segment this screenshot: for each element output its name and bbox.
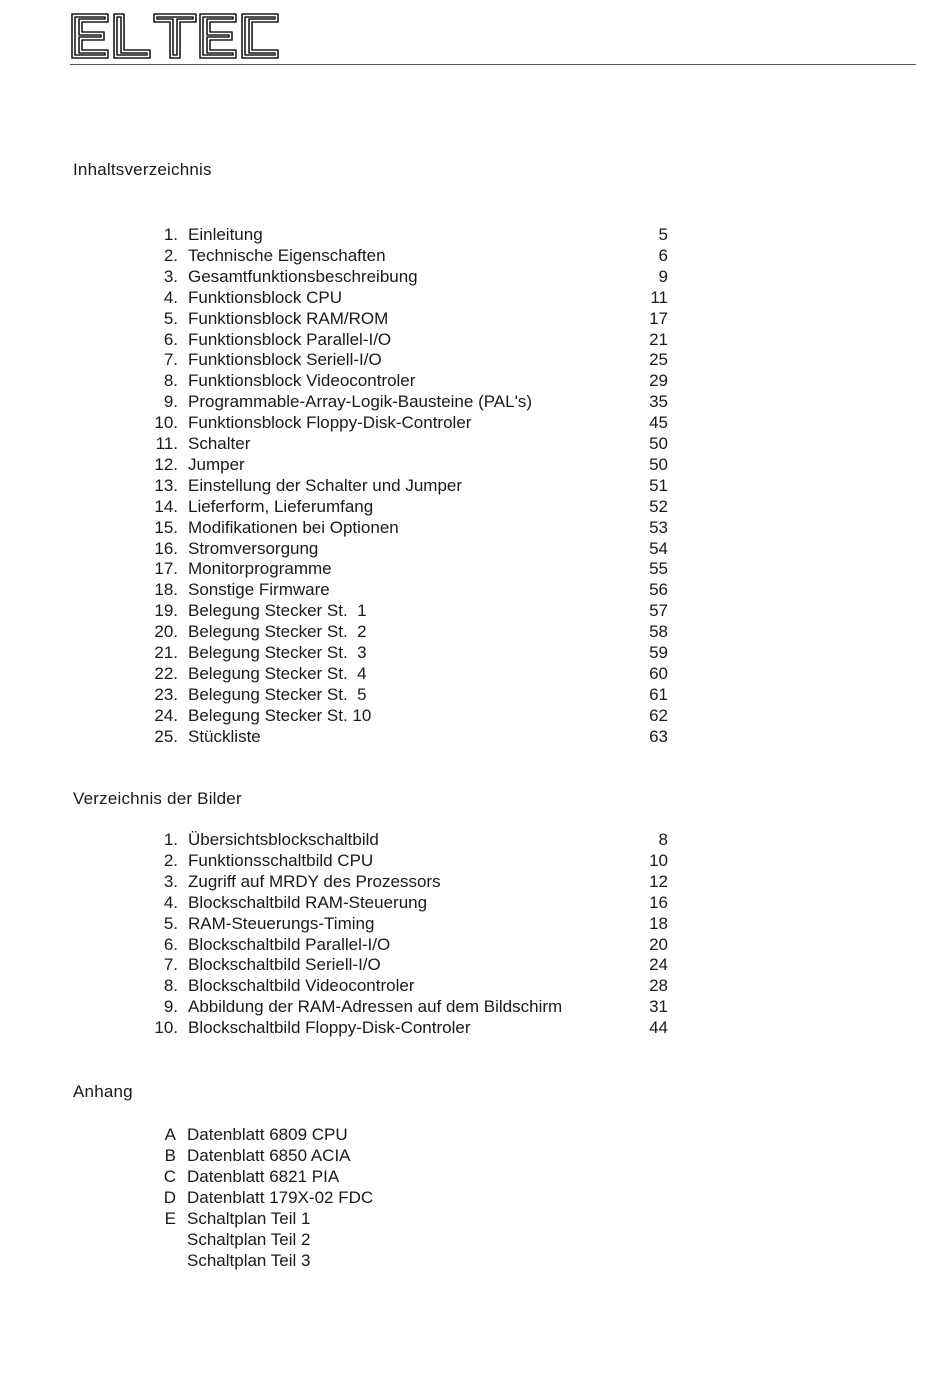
appendix-title: Schaltplan Teil 1: [187, 1209, 311, 1228]
list-item: [0, 684, 700, 705]
item-page-number: 50: [649, 434, 668, 453]
appendix-title: Schaltplan Teil 2: [187, 1230, 311, 1249]
item-title: Belegung Stecker St. 5: [188, 684, 367, 704]
item-page-number: 28: [649, 976, 668, 996]
appendix-letter: C: [163, 1167, 176, 1186]
list-item: [0, 1187, 700, 1208]
item-title: Belegung Stecker St. 4: [188, 663, 367, 683]
item-number: 24.: [154, 705, 178, 725]
item-page-number: 62: [649, 705, 668, 725]
list-item: [0, 224, 700, 245]
item-page-number: 63: [649, 726, 668, 746]
appendix-letter: E: [164, 1209, 176, 1228]
item-page-number: 35: [649, 392, 668, 412]
item-title: Sonstige Firmware: [188, 580, 330, 600]
list-item: [0, 1124, 700, 1145]
appendix-title: Schaltplan Teil 3: [187, 1251, 311, 1270]
list-item: [0, 621, 700, 642]
item-number: 13.: [154, 475, 178, 495]
item-page-number: 52: [649, 496, 668, 516]
list-item: [0, 517, 700, 538]
appendix-letter: B: [164, 1146, 176, 1165]
item-title: Blockschaltbild RAM-Steuerung: [188, 892, 428, 912]
item-page-number: 31: [649, 997, 668, 1017]
list-item: [0, 266, 700, 287]
list-item: [0, 1250, 700, 1271]
item-title: Modifikationen bei Optionen: [188, 517, 399, 537]
item-title: Gesamtfunktionsbeschreibung: [188, 266, 418, 286]
list-item: [0, 934, 700, 955]
item-number: 7.: [163, 350, 178, 370]
item-title: Funktionsblock Parallel-I/O: [188, 329, 392, 349]
item-page-number: 18: [649, 913, 668, 933]
item-page-number: 6: [658, 245, 668, 265]
item-number: 2.: [163, 850, 178, 870]
appendix-letter: D: [163, 1188, 176, 1207]
item-page-number: 20: [649, 934, 668, 954]
item-title: Abbildung der RAM-Adressen auf dem Bildschirm: [188, 997, 563, 1017]
list-item: [0, 829, 700, 850]
item-title: Belegung Stecker St. 3: [188, 643, 367, 662]
item-number: 14.: [154, 496, 178, 516]
item-title: Stromversorgung: [188, 538, 319, 558]
list-item: [0, 370, 700, 391]
item-page-number: 11: [650, 287, 668, 307]
list-item: [0, 913, 700, 934]
list-item: [0, 412, 700, 433]
header-divider: [70, 64, 916, 65]
appendix-title: Datenblatt 179X-02 FDC: [187, 1188, 374, 1207]
item-title: Funktionsblock Videocontroler: [188, 371, 416, 391]
toc-heading: Inhaltsverzeichnis: [73, 160, 212, 179]
list-item: [0, 892, 700, 913]
list-item: [0, 850, 700, 871]
list-item: [0, 975, 700, 996]
item-title: Einstellung der Schalter und Jumper: [188, 475, 463, 495]
item-title: Funktionsblock Floppy-Disk-Controler: [188, 413, 472, 433]
item-page-number: 57: [649, 601, 668, 621]
item-number: 3.: [163, 871, 178, 891]
list-item: [0, 1229, 700, 1250]
item-number: 17.: [154, 559, 178, 579]
appendix-title: Datenblatt 6850 ACIA: [187, 1146, 351, 1165]
item-number: 11.: [155, 434, 178, 453]
item-number: 22.: [154, 663, 178, 683]
list-item: [0, 538, 700, 559]
item-number: 21.: [154, 643, 178, 662]
item-number: 7.: [163, 955, 178, 975]
list-item: [0, 391, 700, 412]
item-title: Funktionsblock RAM/ROM: [188, 308, 389, 328]
list-item: [0, 454, 700, 475]
item-number: 6.: [163, 329, 178, 349]
item-number: 15.: [154, 517, 178, 537]
item-title: Stückliste: [188, 726, 261, 746]
item-number: 5.: [163, 913, 178, 933]
item-title: Programmable-Array-Logik-Bausteine (PAL's): [188, 392, 533, 412]
list-item: [0, 1017, 700, 1038]
item-title: Blockschaltbild Seriell-I/O: [188, 955, 381, 975]
list-item: [0, 349, 700, 370]
list-item: [0, 954, 700, 975]
item-page-number: 9: [658, 266, 668, 286]
item-page-number: 53: [649, 517, 668, 537]
item-page-number: 56: [649, 580, 668, 600]
item-number: 9.: [163, 392, 178, 412]
item-number: 1.: [163, 830, 178, 849]
item-number: 20.: [154, 622, 178, 642]
item-page-number: 59: [649, 643, 668, 662]
appendix-title: Datenblatt 6809 CPU: [187, 1125, 348, 1144]
list-item: [0, 558, 700, 579]
item-number: 2.: [163, 245, 178, 265]
item-number: 5.: [163, 308, 178, 328]
appendix-letter: A: [164, 1125, 176, 1144]
item-page-number: 10: [649, 850, 668, 870]
item-number: 18.: [154, 580, 178, 600]
item-page-number: 58: [649, 622, 668, 642]
item-title: Funktionsschaltbild CPU: [188, 850, 374, 870]
item-title: Schalter: [188, 434, 251, 453]
item-title: Übersichtsblockschaltbild: [188, 830, 379, 849]
item-title: Blockschaltbild Videocontroler: [188, 976, 415, 996]
item-title: Technische Eigenschaften: [188, 245, 386, 265]
item-page-number: 17: [649, 308, 668, 328]
list-item: [0, 1145, 700, 1166]
list-item: [0, 1166, 700, 1187]
list-item: [0, 433, 700, 454]
figures-heading: Verzeichnis der Bilder: [73, 789, 242, 808]
list-item: [0, 600, 700, 621]
item-page-number: 5: [658, 225, 668, 244]
item-page-number: 16: [649, 892, 668, 912]
item-number: 10.: [154, 1018, 178, 1038]
item-title: Blockschaltbild Floppy-Disk-Controler: [188, 1018, 471, 1038]
list-item: [0, 642, 700, 663]
item-page-number: 51: [649, 475, 668, 495]
item-title: Belegung Stecker St. 10: [188, 705, 372, 725]
item-page-number: 54: [649, 538, 668, 558]
list-item: [0, 871, 700, 892]
item-title: Lieferform, Lieferumfang: [188, 496, 374, 516]
item-number: 8.: [163, 371, 178, 391]
item-title: Einleitung: [188, 225, 263, 244]
item-page-number: 21: [649, 329, 668, 349]
item-page-number: 24: [649, 955, 668, 975]
item-title: Belegung Stecker St. 1: [188, 601, 367, 621]
item-page-number: 44: [649, 1018, 668, 1038]
item-page-number: 45: [649, 413, 668, 433]
item-number: 9.: [163, 997, 178, 1017]
appendix-heading: Anhang: [73, 1082, 133, 1101]
list-item: [0, 1208, 700, 1229]
item-number: 3.: [163, 266, 178, 286]
list-item: [0, 705, 700, 726]
item-number: 10.: [154, 413, 178, 433]
item-page-number: 55: [649, 559, 668, 579]
item-number: 19.: [154, 601, 178, 621]
list-item: [0, 996, 700, 1017]
item-number: 25.: [154, 726, 178, 746]
item-title: Monitorprogramme: [188, 559, 332, 579]
item-number: 23.: [154, 684, 178, 704]
item-page-number: 25: [649, 350, 668, 370]
item-page-number: 29: [649, 371, 668, 391]
list-item: [0, 245, 700, 266]
list-item: [0, 726, 700, 747]
list-item: [0, 496, 700, 517]
item-number: 1.: [163, 225, 178, 244]
item-page-number: 60: [649, 663, 668, 683]
list-item: [0, 579, 700, 600]
item-number: 12.: [154, 454, 178, 474]
item-page-number: 8: [658, 830, 668, 849]
item-title: Belegung Stecker St. 2: [188, 622, 367, 642]
item-page-number: 50: [649, 454, 668, 474]
item-title: Funktionsblock CPU: [188, 287, 343, 307]
item-title: Jumper: [188, 454, 245, 474]
item-page-number: 12: [649, 871, 668, 891]
item-number: 6.: [163, 934, 178, 954]
eltec-logo: [70, 12, 280, 60]
list-item: [0, 663, 700, 684]
list-item: [0, 475, 700, 496]
item-number: 4.: [163, 287, 178, 307]
item-number: 16.: [154, 538, 178, 558]
list-item: [0, 308, 700, 329]
item-title: Zugriff auf MRDY des Prozessors: [188, 871, 441, 891]
item-number: 8.: [163, 976, 178, 996]
item-title: Blockschaltbild Parallel-I/O: [188, 934, 391, 954]
item-title: RAM-Steuerungs-Timing: [188, 913, 375, 933]
appendix-title: Datenblatt 6821 PIA: [187, 1167, 340, 1186]
item-number: 4.: [163, 892, 178, 912]
list-item: [0, 287, 700, 308]
item-title: Funktionsblock Seriell-I/O: [188, 350, 382, 370]
item-page-number: 61: [649, 684, 668, 704]
list-item: [0, 329, 700, 350]
